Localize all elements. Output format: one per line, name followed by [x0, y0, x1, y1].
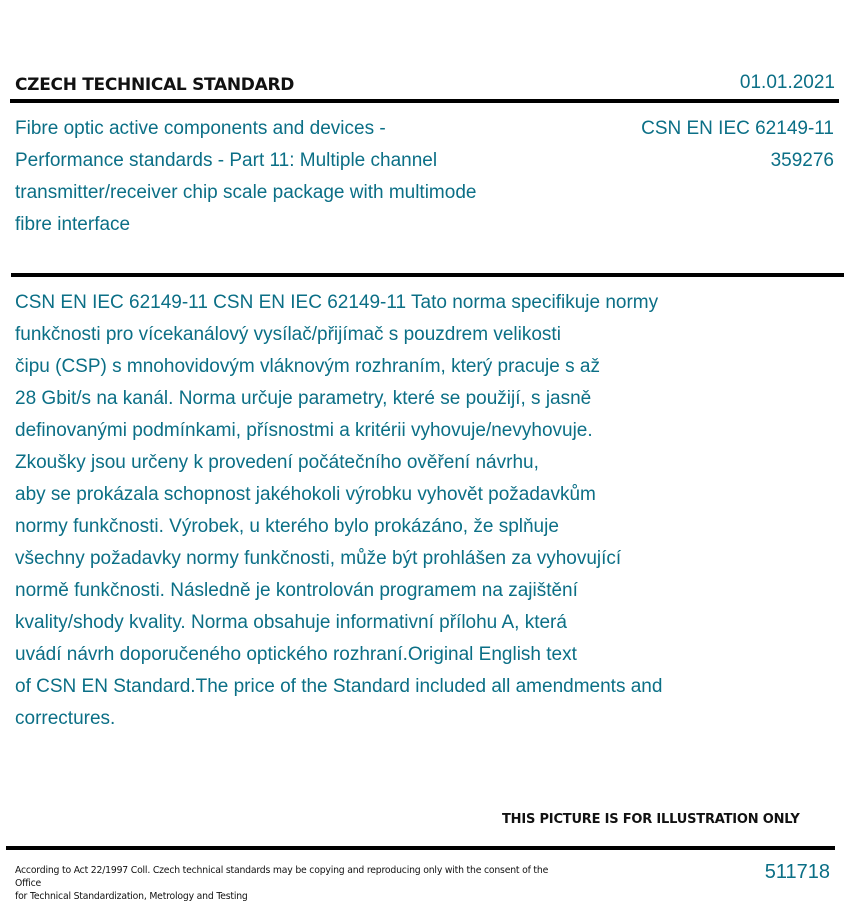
document-header-title: CZECH TECHNICAL STANDARD — [15, 75, 295, 95]
publication-date: 01.01.2021 — [739, 72, 835, 93]
illustration-disclaimer: THIS PICTURE IS FOR ILLUSTRATION ONLY — [502, 812, 800, 827]
standard-identifiers — [641, 113, 834, 177]
footer-divider — [6, 846, 835, 850]
legal-notice: According to Act 22/1997 Coll. Czech technical standards may be copying and reproducing only with the consent of the Office for Technical Standardization, Metrology and Testing — [15, 865, 549, 902]
title-divider — [11, 273, 844, 277]
standard-title: Fibre optic active components and devices - Performance standards - Part 11: Multiple channel transmitter/receiver chip scale package with multimode fibre interface — [15, 118, 477, 235]
footer-code: 511718 — [764, 861, 830, 883]
catalog-number: 359276 — [770, 150, 834, 171]
standard-designation: CSN EN IEC 62149-11 — [641, 118, 834, 139]
standard-abstract: CSN EN IEC 62149-11 CSN EN IEC 62149-11 Tato norma specifikuje normy funkčnosti pro vícekanálový vysílač/přijímač s pouzdrem velikosti čipu (CSP) s mnohovidovým vláknovým rozhraním, který pracuje s až 28 Gbit/s na kanál. Norma určuje parametry, které se použijí, s jasně definovanými podmínkami, přísnostmi a kritérii vyhovuje/nevyhovuje. Zkoušky jsou určeny k provedení počátečního ověření návrhu, aby se prokázala schopnost jakéhokoli výrobku vyhovět požadavkům normy funkčnosti. Výrobek, u kterého bylo prokázáno, že splňuje všechny požadavky normy funkčnosti, může být prohlášen za vyhovující normě funkčnosti. Následně je kontrolován programem na zajištění kvality/shody kvality. Norma obsahuje informativní přílohu A, která uvádí návrh doporučeného optického rozhraní.Original English text of CSN EN Standard.The price of the Standard included all amendments and correctures. — [15, 292, 663, 729]
header-divider — [10, 99, 839, 103]
